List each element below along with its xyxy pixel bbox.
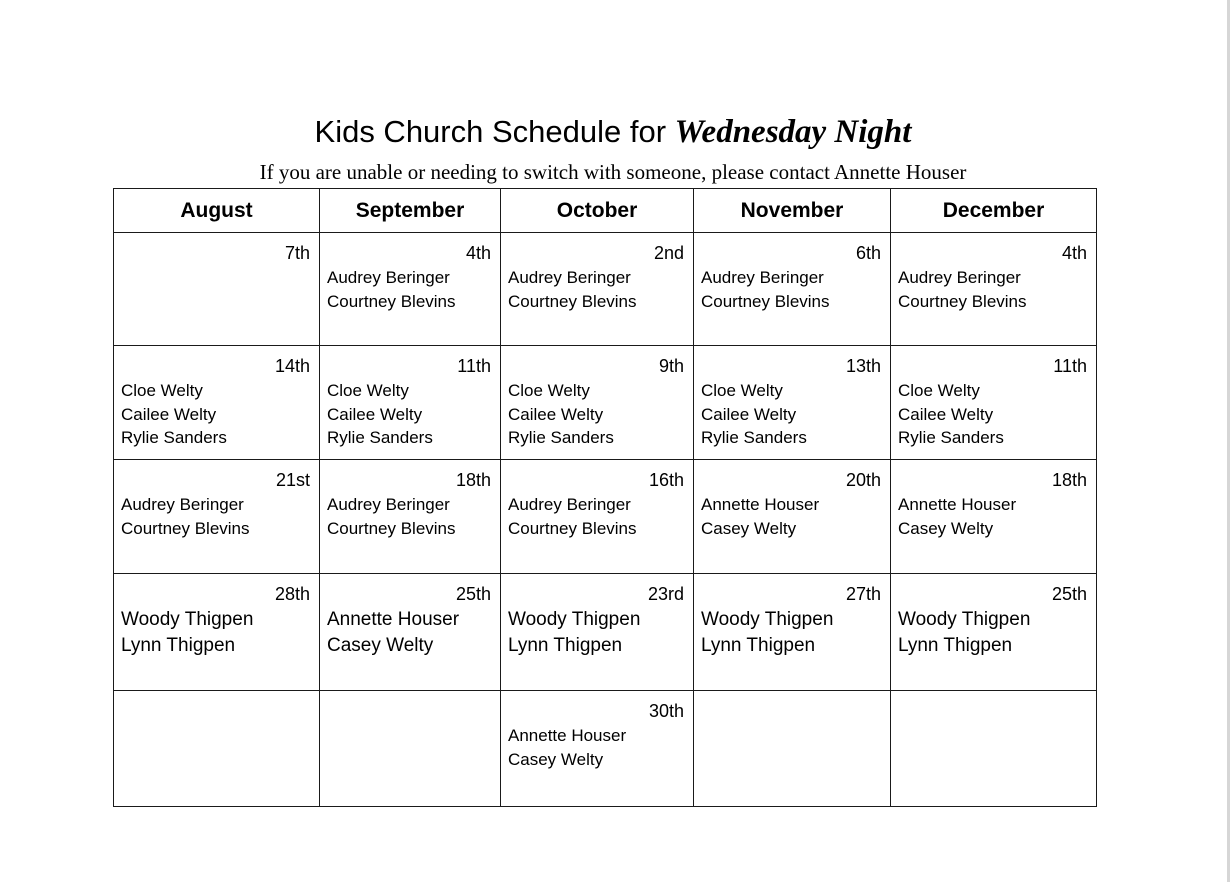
volunteer-name: Audrey Beringer xyxy=(701,268,824,287)
volunteer-name: Casey Welty xyxy=(327,635,434,656)
cell-date: 11th xyxy=(1053,356,1087,376)
volunteer-name: Woody Thigpen xyxy=(898,609,1031,630)
volunteer-list xyxy=(501,490,693,540)
volunteer-name: Woody Thigpen xyxy=(508,609,641,630)
volunteer-name: Cailee Welty xyxy=(121,404,217,424)
schedule-cell xyxy=(891,460,1097,574)
cell-date: 6th xyxy=(855,243,881,263)
cell-date: 25th xyxy=(455,584,491,604)
month-header: August xyxy=(114,189,320,233)
volunteer-list xyxy=(694,721,890,724)
schedule-cell xyxy=(501,460,694,574)
volunteer-name: Cloe Welty xyxy=(701,381,783,400)
cell-date xyxy=(320,691,500,721)
volunteer-name: Audrey Beringer xyxy=(508,268,631,287)
volunteer-name: Rylie Sanders xyxy=(898,428,1004,447)
month-header: November xyxy=(694,189,891,233)
schedule-table xyxy=(113,188,1097,807)
schedule-row xyxy=(114,460,1097,574)
volunteer-name: Rylie Sanders xyxy=(121,428,227,447)
volunteer-name: Lynn Thigpen xyxy=(121,635,236,656)
volunteer-name: Rylie Sanders xyxy=(508,428,614,447)
month-header: October xyxy=(501,189,694,233)
volunteer-name: Lynn Thigpen xyxy=(508,635,623,656)
schedule-cell xyxy=(114,346,320,460)
volunteer-list xyxy=(501,376,693,450)
cell-date: 28th xyxy=(274,584,310,604)
volunteer-list xyxy=(694,490,890,540)
volunteer-name: Audrey Beringer xyxy=(327,495,450,514)
volunteer-name: Courtney Blevins xyxy=(327,518,456,538)
schedule-cell xyxy=(694,574,891,691)
cell-date: 16th xyxy=(648,470,684,490)
volunteer-list xyxy=(694,263,890,313)
month-header: December xyxy=(891,189,1097,233)
volunteer-name: Cloe Welty xyxy=(508,381,590,400)
month-header: September xyxy=(320,189,501,233)
volunteer-list xyxy=(891,263,1096,313)
volunteer-list xyxy=(114,376,319,450)
volunteer-name: Cailee Welty xyxy=(701,404,797,424)
cell-date: 4th xyxy=(1061,243,1087,263)
schedule-row xyxy=(114,233,1097,346)
volunteer-name: Casey Welty xyxy=(898,518,994,538)
schedule-cell xyxy=(891,233,1097,346)
schedule-cell xyxy=(501,574,694,691)
schedule-cell xyxy=(501,346,694,460)
volunteer-name: Courtney Blevins xyxy=(898,291,1027,311)
cell-date: 30th xyxy=(648,701,684,721)
volunteer-list xyxy=(114,721,319,724)
volunteer-list xyxy=(501,604,693,659)
volunteer-name: Courtney Blevins xyxy=(701,291,830,311)
volunteer-name: Audrey Beringer xyxy=(898,268,1021,287)
month-header-row xyxy=(114,189,1097,233)
volunteer-name: Cailee Welty xyxy=(508,404,604,424)
volunteer-list xyxy=(320,263,500,313)
volunteer-list xyxy=(114,263,319,266)
volunteer-list xyxy=(114,604,319,659)
schedule-cell xyxy=(320,346,501,460)
title-emphasis: Wednesday Night xyxy=(674,114,912,150)
volunteer-name: Cailee Welty xyxy=(327,404,423,424)
volunteer-name: Cloe Welty xyxy=(327,381,409,400)
page-subtitle: If you are unable or needing to switch with someone, please contact Annette Houser xyxy=(259,160,967,184)
volunteer-name: Courtney Blevins xyxy=(121,518,250,538)
title-text: Kids Church Schedule for xyxy=(314,114,675,149)
volunteer-list xyxy=(891,721,1096,724)
schedule-cell xyxy=(694,691,891,807)
cell-date: 25th xyxy=(1051,584,1087,604)
volunteer-list xyxy=(320,490,500,540)
volunteer-name: Annette Houser xyxy=(327,609,460,630)
schedule-row xyxy=(114,574,1097,691)
cell-date: 23rd xyxy=(647,584,684,604)
cell-date: 7th xyxy=(284,243,310,263)
volunteer-name: Annette Houser xyxy=(508,726,627,745)
cell-date: 11th xyxy=(457,356,491,376)
volunteer-name: Lynn Thigpen xyxy=(701,635,816,656)
volunteer-name: Cloe Welty xyxy=(898,381,980,400)
volunteer-name: Woody Thigpen xyxy=(121,609,254,630)
volunteer-list xyxy=(891,604,1096,659)
volunteer-name: Cloe Welty xyxy=(121,381,203,400)
schedule-cell xyxy=(694,233,891,346)
volunteer-list xyxy=(501,263,693,313)
schedule-row xyxy=(114,346,1097,460)
schedule-cell xyxy=(694,346,891,460)
cell-date: 14th xyxy=(274,356,310,376)
cell-date xyxy=(694,691,890,721)
volunteer-list xyxy=(891,490,1096,540)
cell-date: 4th xyxy=(465,243,491,263)
schedule-cell xyxy=(114,460,320,574)
volunteer-name: Cailee Welty xyxy=(898,404,994,424)
volunteer-name: Casey Welty xyxy=(508,749,604,769)
volunteer-name: Rylie Sanders xyxy=(327,428,433,447)
volunteer-name: Annette Houser xyxy=(701,495,820,514)
schedule-cell xyxy=(501,691,694,807)
schedule-cell xyxy=(320,574,501,691)
volunteer-list xyxy=(694,376,890,450)
cell-date: 13th xyxy=(845,356,881,376)
cell-date: 9th xyxy=(658,356,684,376)
schedule-cell xyxy=(320,691,501,807)
volunteer-list xyxy=(114,490,319,540)
volunteer-name: Audrey Beringer xyxy=(327,268,450,287)
volunteer-name: Lynn Thigpen xyxy=(898,635,1013,656)
schedule-cell xyxy=(320,460,501,574)
volunteer-list xyxy=(320,604,500,659)
cell-date: 27th xyxy=(845,584,881,604)
volunteer-name: Annette Houser xyxy=(898,495,1017,514)
cell-date: 21st xyxy=(275,470,310,490)
volunteer-name: Casey Welty xyxy=(701,518,797,538)
schedule-cell xyxy=(114,691,320,807)
volunteer-list xyxy=(501,721,693,771)
cell-date: 18th xyxy=(455,470,491,490)
cell-date: 2nd xyxy=(653,243,684,263)
cell-date xyxy=(114,691,319,721)
schedule-cell xyxy=(891,691,1097,807)
volunteer-name: Rylie Sanders xyxy=(701,428,807,447)
schedule-cell xyxy=(320,233,501,346)
volunteer-list xyxy=(891,376,1096,450)
page-title xyxy=(0,112,1226,152)
cell-date xyxy=(891,691,1096,721)
schedule-cell xyxy=(114,233,320,346)
volunteer-name: Courtney Blevins xyxy=(508,291,637,311)
cell-date: 20th xyxy=(845,470,881,490)
schedule-cell xyxy=(114,574,320,691)
volunteer-name: Audrey Beringer xyxy=(121,495,244,514)
schedule-cell xyxy=(694,460,891,574)
volunteer-name: Courtney Blevins xyxy=(508,518,637,538)
schedule-cell xyxy=(501,233,694,346)
schedule-cell xyxy=(891,574,1097,691)
volunteer-list xyxy=(320,721,500,724)
volunteer-list xyxy=(320,376,500,450)
volunteer-name: Courtney Blevins xyxy=(327,291,456,311)
volunteer-name: Woody Thigpen xyxy=(701,609,834,630)
schedule-row xyxy=(114,691,1097,807)
schedule-cell xyxy=(891,346,1097,460)
volunteer-list xyxy=(694,604,890,659)
cell-date: 18th xyxy=(1051,470,1087,490)
volunteer-name: Audrey Beringer xyxy=(508,495,631,514)
